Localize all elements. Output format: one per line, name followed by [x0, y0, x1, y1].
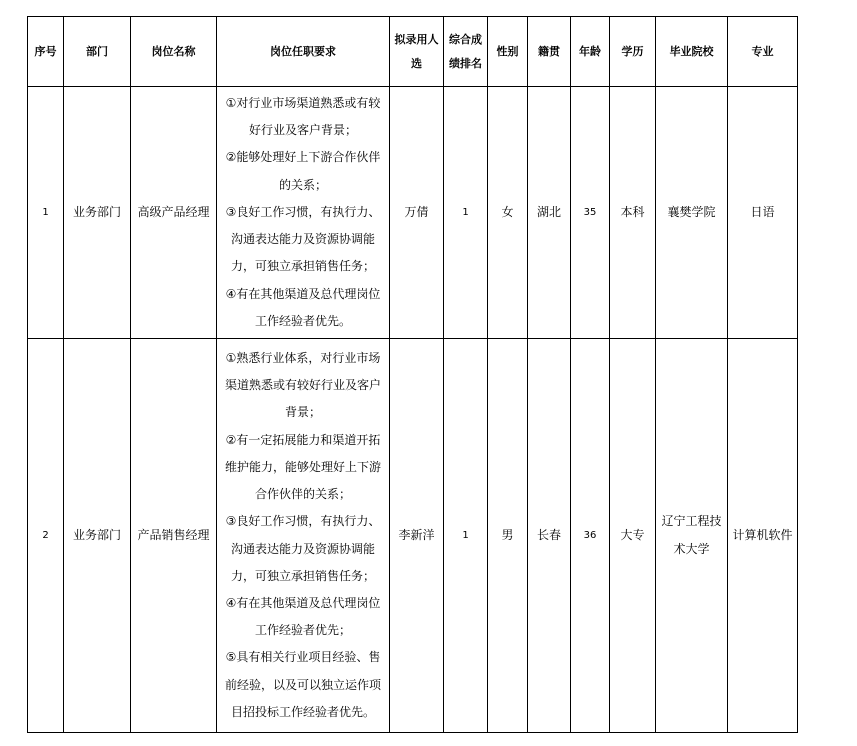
cell-gender: 男 [488, 339, 528, 733]
header-seq: 序号 [28, 17, 64, 87]
requirement-line: 前经验，以及可以独立运作项 [224, 677, 381, 692]
header-education: 学历 [610, 17, 656, 87]
cell-school: 襄樊学院 [656, 87, 728, 339]
cell-candidate: 万倩 [390, 87, 444, 339]
header-requirements: 岗位任职要求 [217, 17, 390, 87]
header-score-rank: 综合成绩排名 [444, 17, 488, 87]
cell-major: 计算机软件 [728, 339, 798, 733]
header-row [28, 17, 798, 87]
requirement-line: ①对行业市场渠道熟悉或有较 [225, 96, 381, 111]
header-origin: 籍贯 [528, 17, 571, 87]
requirement-line: ③良好工作习惯，有执行力、 [225, 514, 381, 529]
header-major: 专业 [728, 17, 798, 87]
requirement-line: 目招投标工作经验者优先。 [230, 704, 375, 719]
cell-school: 辽宁工程技术大学 [656, 339, 728, 733]
requirement-line: 渠道熟悉或有较好行业及客户 [224, 378, 381, 393]
table-row [28, 339, 798, 733]
cell-dept: 业务部门 [64, 339, 131, 733]
requirement-line: ①熟悉行业体系，对行业市场 [225, 351, 381, 366]
cell-education: 本科 [610, 87, 656, 339]
cell-major: 日语 [728, 87, 798, 339]
cell-position: 产品销售经理 [131, 339, 217, 733]
header-age: 年龄 [571, 17, 610, 87]
cell-requirements [217, 87, 390, 339]
requirement-line: ③良好工作习惯，有执行力、 [225, 204, 381, 219]
cell-seq: 2 [28, 339, 64, 733]
requirement-line: ②有一定拓展能力和渠道开拓 [225, 432, 381, 447]
cell-origin: 湖北 [528, 87, 571, 339]
header-dept: 部门 [64, 17, 131, 87]
cell-candidate: 李新洋 [390, 339, 444, 733]
requirement-line: ④有在其他渠道及总代理岗位 [225, 286, 381, 301]
cell-gender: 女 [488, 87, 528, 339]
cell-position: 高级产品经理 [131, 87, 217, 339]
requirement-line: 好行业及客户背景； [248, 123, 357, 138]
cell-age: 36 [571, 339, 610, 733]
header-school: 毕业院校 [656, 17, 728, 87]
header-gender: 性别 [488, 17, 528, 87]
requirement-line: ⑤具有相关行业项目经验、售 [225, 650, 381, 665]
requirement-line: 工作经验者优先。 [254, 313, 351, 328]
requirement-line: 维护能力，能够处理好上下游 [224, 459, 381, 474]
cell-origin: 长春 [528, 339, 571, 733]
requirement-line: 沟通表达能力及资源协调能 [230, 232, 375, 247]
requirement-line: ④有在其他渠道及总代理岗位 [225, 595, 381, 610]
requirement-line: 沟通表达能力及资源协调能 [230, 541, 375, 556]
cell-requirements [217, 339, 390, 733]
cell-dept: 业务部门 [64, 87, 131, 339]
requirement-line: ②能够处理好上下游合作伙伴 [225, 150, 381, 165]
cell-rank: 1 [444, 339, 488, 733]
header-position: 岗位名称 [131, 17, 217, 87]
requirement-line: 合作伙伴的关系； [254, 487, 351, 502]
requirement-line: 力，可独立承担销售任务； [230, 259, 375, 274]
cell-seq: 1 [28, 87, 64, 339]
requirement-line: 力，可独立承担销售任务； [230, 568, 375, 583]
header-candidate: 拟录用人选 [390, 17, 444, 87]
cell-education: 大专 [610, 339, 656, 733]
requirement-line: 背景； [284, 405, 321, 420]
table-row [28, 87, 798, 339]
requirement-line: 工作经验者优先； [254, 623, 351, 638]
cell-age: 35 [571, 87, 610, 339]
cell-rank: 1 [444, 87, 488, 339]
requirement-line: 的关系； [278, 177, 327, 192]
recruitment-table [27, 16, 798, 733]
